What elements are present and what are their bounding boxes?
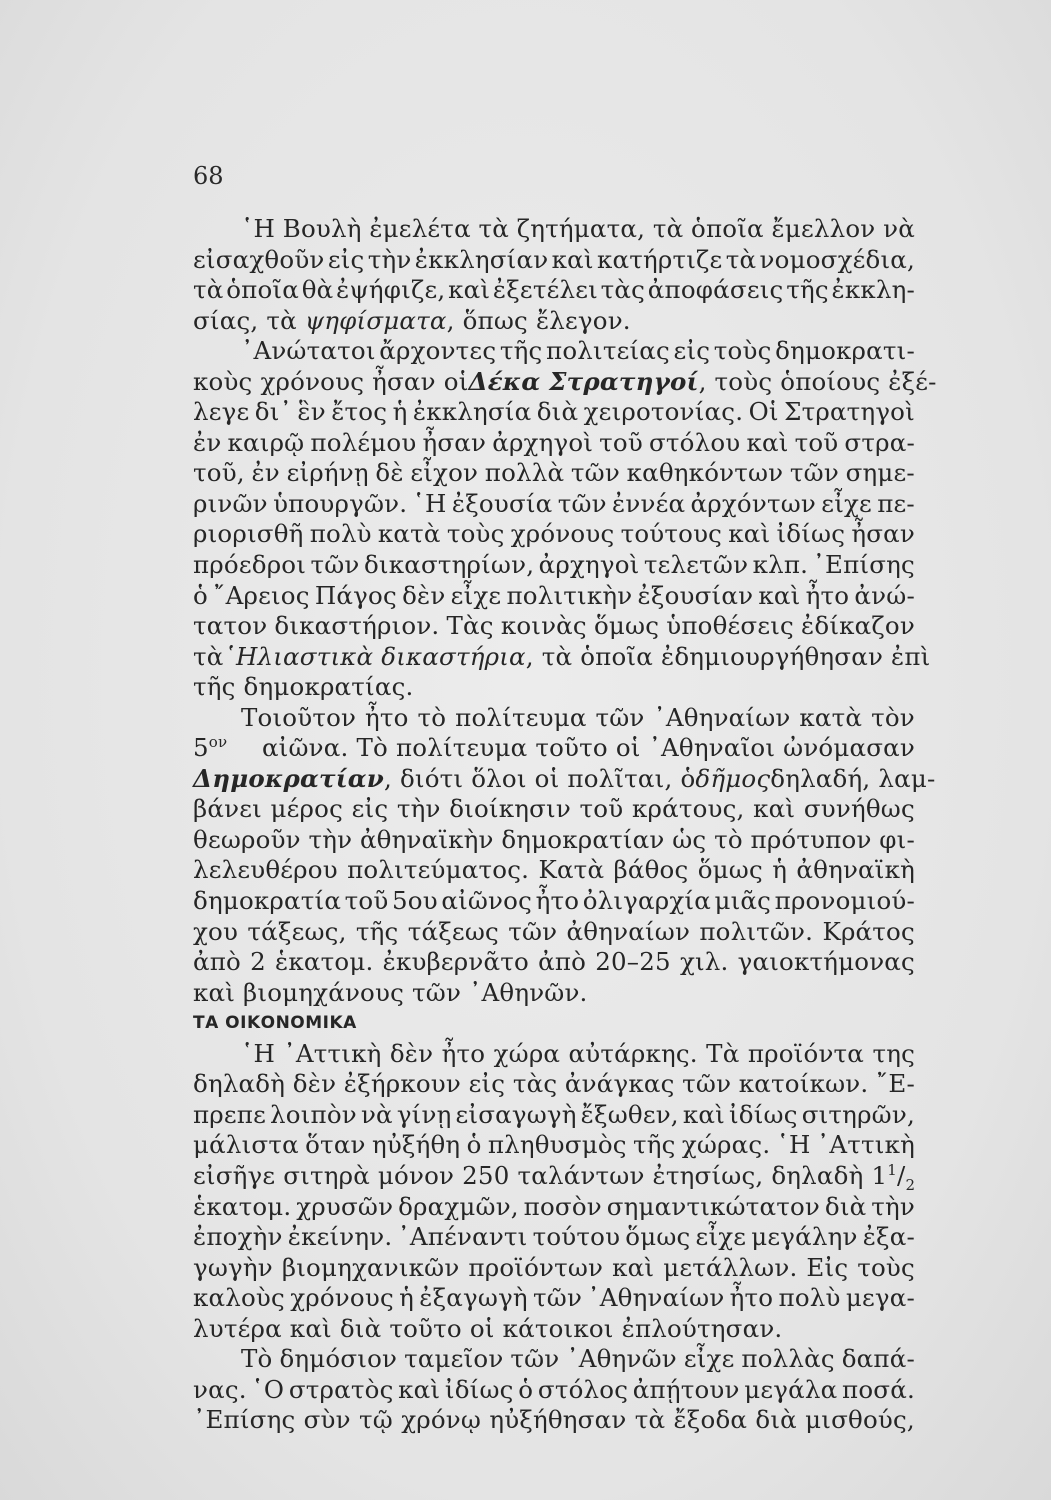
section-heading: ΤΑ ΟΙΚΟΝΟΜΙΚΑ [193,1013,357,1034]
text-line: $5^{o\nu}$ αἰῶνα. Τὸ πολίτευμα τοῦτο οἱ ᾿Αθηναῖοι ὠνόμασαν [193,733,915,763]
text-line: ρινῶν ὑπουργῶν. ῾Η ἐξουσία τῶν ἐννέα ἀρχόντων εἶχε πε- [193,488,915,518]
text-line: ἑκατομ. χρυσῶν δραχμῶν, ποσὸν σημαντικώτατον διὰ τὴν [193,1191,915,1221]
text-line: λελευθέρου πολιτεύματος. Κατὰ βάθος ὅμως ἡ ἀθηναϊκὴ [193,855,915,885]
text-line: ἀπὸ 2 ἑκατομ. ἐκυβερνᾶτο ἀπὸ 20–25 χιλ. γαιοκτήμονας [193,947,915,977]
text-line: ῾Η ᾿Αττικὴ δὲν ἦτο χώρα αὐτάρκης. Τὰ προϊόντα της [241,1038,915,1068]
bold-term: Δημοκρατίαν [193,763,384,793]
text-line: πρεπε λοιπὸν νὰ γίνῃ εἰσαγωγὴ ἔξωθεν, καὶ ἰδίως σιτηρῶν, [193,1099,915,1129]
text-line: μάλιστα ὅταν ηὐξήθη ὁ πληθυσμὸς τῆς χώρας. ῾Η ᾿Αττικὴ [193,1130,915,1160]
text-line: Τὸ δημόσιον ταμεῖον τῶν ᾿Αθηνῶν εἶχε πολλὰς δαπά- [241,1344,915,1374]
text-line: δηλαδὴ δὲν ἐξήρκουν εἰς τὰς ἀνάγκας τῶν κατοίκων. ῎Ε- [193,1069,915,1099]
italic-term: ῾Ηλιαστικὰ δικαστήρια [223,641,526,671]
bold-term: Δέκα Στρατηγοί [468,366,699,396]
text-line: εἰσῆγε σιτηρὰ μόνον 250 ταλάντων ἐτησίως, δηλαδὴ 1 $^1/_2$ [193,1160,916,1194]
text-line: ἐν καιρῷ πολέμου ἦσαν ἀρχηγοὶ τοῦ στόλου καὶ τοῦ στρα- [193,427,915,457]
body-text [193,214,937,1436]
text-line: τατον δικαστήριον. Τὰς κοινὰς ὅμως ὑποθέσεις ἐδίκαζον [193,611,915,641]
italic-term: ψηφίσματα [304,305,447,335]
text-line: ᾿Ανώτατοι ἄρχοντες τῆς πολιτείας εἰς τοὺς δημοκρατι- [241,336,915,366]
text-line: νας. ῾Ο στρατὸς καὶ ἰδίως ὁ στόλος ἀπῄτουν μεγάλα ποσά. [193,1374,915,1404]
text-line: ῾Η Βουλὴ ἐμελέτα τὰ ζητήματα, τὰ ὁποῖα ἔμελλον νὰ [241,214,915,243]
text-line: εἰσαχθοῦν εἰς τὴν ἐκκλησίαν καὶ κατήρτιζε τὰ νομοσχέδια, [193,244,915,274]
text-line: ριορισθῆ πολὺ κατὰ τοὺς χρόνους τούτους καὶ ἰδίως ἦσαν [193,519,915,549]
text-line: πρόεδροι τῶν δικαστηρίων, ἀρχηγοὶ τελετῶν κλπ. ᾿Επίσης [193,550,915,580]
text-line: τὰ ῾Ηλιαστικὰ δικαστήρια , τὰ ὁποῖα ἐδημιουργήθησαν ἐπὶ [193,641,931,671]
text-line: ᾿Επίσης σὺν τῷ χρόνῳ ηὐξήθησαν τὰ ἔξοδα διὰ μισθούς, [193,1405,915,1435]
text-line: λυτέρα καὶ διὰ τοῦτο οἱ κάτοικοι ἐπλούτησαν. [193,1313,783,1343]
text-line: τῆς δημοκρατίας. [193,672,414,702]
text-line: κοὺς χρόνους ἦσαν οἱ Δέκα Στρατηγοί , τοὺς ὁποίους ἐξέ- [193,366,937,396]
text-line: ὁ ῎Αρειος Πάγος δὲν εἶχε πολιτικὴν ἐξουσίαν καὶ ἦτο ἀνώ- [193,580,915,610]
text-line: γωγὴν βιομηχανικῶν προϊόντων καὶ μετάλλων. Εἰς τοὺς [193,1252,915,1282]
text-line: καλοὺς χρόνους ἡ ἐξαγωγὴ τῶν ᾿Αθηναίων ἦτο πολὺ μεγα- [193,1283,915,1313]
text-line: λεγε δι᾿ ἓν ἔτος ἡ ἐκκλησία διὰ χειροτονίας. Οἱ Στρατηγοὶ [193,397,915,427]
text-line: θεωροῦν τὴν ἀθηναϊκὴν δημοκρατίαν ὡς τὸ πρότυπον φι- [193,824,915,854]
italic-term: δῆμος [695,763,771,793]
page-number: 68 [193,162,224,190]
text-line: τοῦ, ἐν εἰρήνῃ δὲ εἶχον πολλὰ τῶν καθηκόντων τῶν σημε- [193,458,915,488]
text-line: Τοιοῦτον ἦτο τὸ πολίτευμα τῶν ᾿Αθηναίων κατὰ τὸν [241,702,915,732]
text-line: τὰ ὁποῖα θὰ ἐψήφιζε, καὶ ἐξετέλει τὰς ἀποφάσεις τῆς ἐκκλη- [193,275,915,305]
text-line: δημοκρατία τοῦ 5ου αἰῶνος ἦτο ὀλιγαρχία μιᾶς προνομιού- [193,886,915,916]
text-line: Δημοκρατίαν , διότι ὅλοι οἱ πολῖται, ὁ δῆμος δηλαδή, λαμ- [193,763,936,793]
text-line: σίας, τὰ ψηφίσματα , ὅπως ἔλεγον. [193,305,631,335]
text-line: βάνει μέρος εἰς τὴν διοίκησιν τοῦ κράτους, καὶ συνήθως [193,794,915,824]
text-line: ἐποχὴν ἐκείνην. ᾿Απέναντι τούτου ὅμως εἶχε μεγάλην ἐξα- [193,1222,915,1252]
text-line: καὶ βιομηχάνους τῶν ᾿Αθηνῶν. [193,977,588,1007]
text-line: χου τάξεως, τῆς τάξεως τῶν ἀθηναίων πολιτῶν. Κράτος [193,916,915,946]
